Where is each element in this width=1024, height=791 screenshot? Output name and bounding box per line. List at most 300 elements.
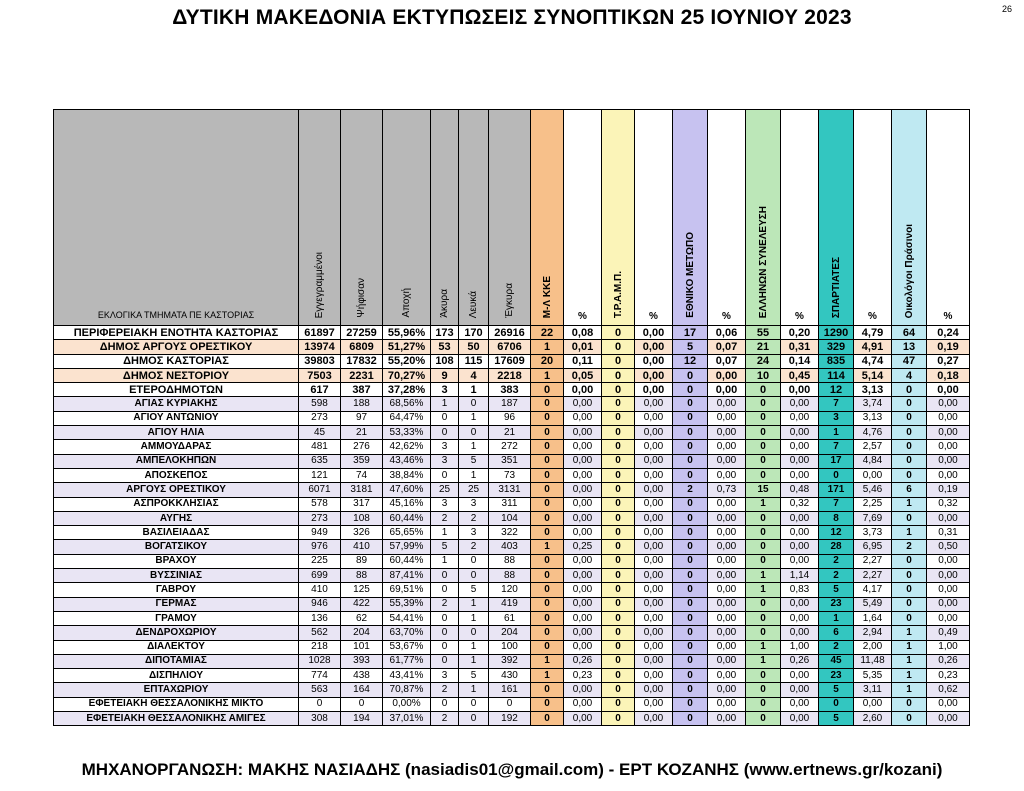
cell-invalid: 108: [431, 354, 459, 368]
cell-registered: 6071: [299, 483, 341, 497]
cell-spartiates-pct: 2,27: [854, 569, 892, 583]
cell-invalid: 3: [431, 454, 459, 468]
cell-spartiates: 6: [819, 626, 854, 640]
cell-kke-pct: 0,00: [564, 511, 602, 525]
cell-ellinon: 0: [746, 626, 781, 640]
cell-ellinon-pct: 0,00: [781, 468, 819, 482]
table-row: [54, 383, 970, 397]
cell-ethniko-pct: 0,00: [708, 583, 746, 597]
cell-turnout: 54,41%: [383, 611, 431, 625]
cell-turnout: 37,28%: [383, 383, 431, 397]
cell-tramp: 0: [602, 569, 635, 583]
cell-spartiates: 1: [819, 611, 854, 625]
cell-blank: 1: [459, 440, 489, 454]
cell-ethniko-pct: 0,00: [708, 554, 746, 568]
cell-ellinon-pct: 0,32: [781, 497, 819, 511]
cell-ellinon-pct: 0,00: [781, 597, 819, 611]
cell-voted: 6809: [341, 340, 383, 354]
cell-spartiates-pct: 4,74: [854, 354, 892, 368]
cell-registered: 218: [299, 640, 341, 654]
cell-invalid: 0: [431, 468, 459, 482]
cell-name: ΒΥΣΣΙΝΙΑΣ: [54, 569, 299, 583]
cell-ethniko-pct: 0,00: [708, 611, 746, 625]
cell-name: ΑΣΠΡΟΚΚΛΗΣΙΑΣ: [54, 497, 299, 511]
cell-spartiates: 329: [819, 340, 854, 354]
cell-invalid: 3: [431, 440, 459, 454]
cell-voted: 97: [341, 411, 383, 425]
cell-ellinon: 0: [746, 440, 781, 454]
cell-voted: 17832: [341, 354, 383, 368]
cell-ethniko: 0: [673, 712, 708, 726]
cell-spartiates: 114: [819, 368, 854, 382]
cell-tramp-pct: 0,00: [635, 397, 673, 411]
cell-kke: 0: [531, 626, 564, 640]
cell-oikologoi: 0: [892, 440, 927, 454]
cell-ellinon: 1: [746, 569, 781, 583]
cell-kke-pct: 0,08: [564, 326, 602, 340]
cell-spartiates: 0: [819, 468, 854, 482]
cell-tramp-pct: 0,00: [635, 540, 673, 554]
cell-turnout: 55,39%: [383, 597, 431, 611]
cell-ellinon-pct: 0,31: [781, 340, 819, 354]
header-ellinon: ΕΛΛΗΝΩΝ ΣΥΝΕΛΕΥΣΗ: [746, 110, 781, 326]
cell-blank: 5: [459, 669, 489, 683]
cell-turnout: 55,20%: [383, 354, 431, 368]
cell-kke: 0: [531, 383, 564, 397]
cell-spartiates-pct: 11,48: [854, 654, 892, 668]
cell-name: ΑΜΜΟΥΔΑΡΑΣ: [54, 440, 299, 454]
table-row: [54, 640, 970, 654]
cell-ellinon: 0: [746, 411, 781, 425]
cell-ellinon-pct: 0,45: [781, 368, 819, 382]
cell-tramp-pct: 0,00: [635, 597, 673, 611]
cell-kke: 0: [531, 440, 564, 454]
cell-oikologoi: 0: [892, 569, 927, 583]
cell-ethniko-pct: 0,00: [708, 669, 746, 683]
cell-kke-pct: 0,00: [564, 426, 602, 440]
cell-name: ΕΦΕΤΕΙΑΚΗ ΘΕΣΣΑΛΟΝΙΚΗΣ ΑΜΙΓΕΣ: [54, 712, 299, 726]
cell-ethniko-pct: 0,07: [708, 340, 746, 354]
cell-blank: 1: [459, 640, 489, 654]
cell-oikologoi: 0: [892, 397, 927, 411]
cell-spartiates: 8: [819, 511, 854, 525]
cell-oikologoi: 1: [892, 526, 927, 540]
cell-blank: 2: [459, 511, 489, 525]
cell-kke-pct: 0,00: [564, 440, 602, 454]
cell-tramp: 0: [602, 697, 635, 711]
cell-kke: 0: [531, 426, 564, 440]
cell-spartiates: 0: [819, 697, 854, 711]
cell-blank: 170: [459, 326, 489, 340]
cell-ethniko: 0: [673, 468, 708, 482]
cell-invalid: 25: [431, 483, 459, 497]
cell-blank: 1: [459, 611, 489, 625]
table-row: [54, 654, 970, 668]
cell-registered: 774: [299, 669, 341, 683]
cell-voted: 74: [341, 468, 383, 482]
cell-registered: 273: [299, 411, 341, 425]
cell-name: ΒΑΣΙΛΕΙΑΔΑΣ: [54, 526, 299, 540]
cell-kke: 0: [531, 554, 564, 568]
header-invalid: Άκυρα: [431, 110, 459, 326]
cell-kke: 0: [531, 569, 564, 583]
cell-oikologoi-pct: 0,24: [927, 326, 970, 340]
cell-kke-pct: 0,05: [564, 368, 602, 382]
cell-ellinon: 0: [746, 454, 781, 468]
cell-tramp: 0: [602, 640, 635, 654]
table-row: [54, 611, 970, 625]
cell-voted: 276: [341, 440, 383, 454]
cell-tramp-pct: 0,00: [635, 712, 673, 726]
cell-tramp: 0: [602, 411, 635, 425]
cell-oikologoi-pct: 0,00: [927, 583, 970, 597]
cell-ellinon-pct: 0,00: [781, 454, 819, 468]
cell-turnout: 43,41%: [383, 669, 431, 683]
cell-ethniko-pct: 0,00: [708, 654, 746, 668]
cell-invalid: 0: [431, 640, 459, 654]
cell-tramp: 0: [602, 669, 635, 683]
cell-kke-pct: 0,00: [564, 583, 602, 597]
cell-ellinon-pct: 1,00: [781, 640, 819, 654]
cell-oikologoi: 4: [892, 368, 927, 382]
cell-turnout: 70,27%: [383, 368, 431, 382]
cell-blank: 1: [459, 597, 489, 611]
header-voted: Ψήφισαν: [341, 110, 383, 326]
cell-kke-pct: 0,23: [564, 669, 602, 683]
cell-blank: 4: [459, 368, 489, 382]
cell-kke-pct: 0,00: [564, 683, 602, 697]
cell-tramp-pct: 0,00: [635, 640, 673, 654]
cell-voted: 422: [341, 597, 383, 611]
table-row: [54, 354, 970, 368]
footer-credit: ΜΗΧΑΝΟΡΓΑΝΩΣΗ: ΜΑΚΗΣ ΝΑΣΙΑΔΗΣ (nasiadis01@gmail.com) - ΕΡΤ ΚΟΖΑΝΗΣ (www.ertnews.gr/kozani): [81, 760, 943, 779]
cell-tramp-pct: 0,00: [635, 340, 673, 354]
table-row: [54, 468, 970, 482]
cell-kke: 0: [531, 454, 564, 468]
cell-oikologoi-pct: 0,00: [927, 554, 970, 568]
cell-ellinon: 55: [746, 326, 781, 340]
cell-turnout: 45,16%: [383, 497, 431, 511]
cell-spartiates: 5: [819, 683, 854, 697]
cell-valid: 96: [489, 411, 531, 425]
cell-blank: 1: [459, 654, 489, 668]
cell-valid: 3131: [489, 483, 531, 497]
cell-spartiates-pct: 3,11: [854, 683, 892, 697]
cell-tramp: 0: [602, 654, 635, 668]
cell-invalid: 2: [431, 683, 459, 697]
cell-spartiates-pct: 2,25: [854, 497, 892, 511]
cell-oikologoi-pct: 0,32: [927, 497, 970, 511]
cell-turnout: 38,84%: [383, 468, 431, 482]
cell-valid: 0: [489, 697, 531, 711]
cell-registered: 562: [299, 626, 341, 640]
cell-oikologoi: 0: [892, 468, 927, 482]
cell-kke-pct: 0,00: [564, 397, 602, 411]
cell-oikologoi: 0: [892, 383, 927, 397]
cell-tramp-pct: 0,00: [635, 697, 673, 711]
cell-name: ΑΓΙΟΥ ΑΝΤΩΝΙΟΥ: [54, 411, 299, 425]
cell-blank: 0: [459, 697, 489, 711]
cell-kke: 0: [531, 497, 564, 511]
cell-name: ΒΡΑΧΟΥ: [54, 554, 299, 568]
cell-spartiates-pct: 4,76: [854, 426, 892, 440]
cell-turnout: 51,27%: [383, 340, 431, 354]
cell-ethniko-pct: 0,00: [708, 454, 746, 468]
cell-ethniko-pct: 0,00: [708, 712, 746, 726]
cell-ethniko-pct: 0,06: [708, 326, 746, 340]
cell-ellinon-pct: 0,20: [781, 326, 819, 340]
header-oikologoi: Οικολόγοι Πράσινοι: [892, 110, 927, 326]
cell-ethniko: 0: [673, 669, 708, 683]
cell-registered: 946: [299, 597, 341, 611]
cell-ethniko-pct: 0,00: [708, 468, 746, 482]
cell-oikologoi-pct: 0,00: [927, 597, 970, 611]
cell-ellinon: 10: [746, 368, 781, 382]
cell-ethniko-pct: 0,00: [708, 540, 746, 554]
cell-registered: 225: [299, 554, 341, 568]
cell-kke-pct: 0,00: [564, 411, 602, 425]
cell-turnout: 53,67%: [383, 640, 431, 654]
cell-invalid: 0: [431, 411, 459, 425]
cell-registered: 635: [299, 454, 341, 468]
cell-invalid: 3: [431, 383, 459, 397]
cell-voted: 89: [341, 554, 383, 568]
cell-turnout: 37,01%: [383, 712, 431, 726]
cell-oikologoi: 0: [892, 511, 927, 525]
cell-registered: 121: [299, 468, 341, 482]
cell-ethniko-pct: 0,00: [708, 368, 746, 382]
header-registered: Εγγεγραμμένοι: [299, 110, 341, 326]
cell-name: ΑΓΙΑΣ ΚΥΡΙΑΚΗΣ: [54, 397, 299, 411]
cell-tramp: 0: [602, 454, 635, 468]
cell-ellinon-pct: 0,00: [781, 540, 819, 554]
cell-spartiates: 23: [819, 597, 854, 611]
cell-invalid: 0: [431, 626, 459, 640]
cell-kke: 0: [531, 397, 564, 411]
cell-oikologoi-pct: 0,00: [927, 426, 970, 440]
cell-turnout: 55,96%: [383, 326, 431, 340]
cell-ethniko-pct: 0,00: [708, 411, 746, 425]
cell-tramp: 0: [602, 340, 635, 354]
cell-kke: 0: [531, 411, 564, 425]
cell-blank: 0: [459, 397, 489, 411]
cell-tramp-pct: 0,00: [635, 483, 673, 497]
cell-turnout: 64,47%: [383, 411, 431, 425]
cell-spartiates-pct: 5,14: [854, 368, 892, 382]
cell-spartiates-pct: 2,27: [854, 554, 892, 568]
header-name: ΕΚΛΟΓΙΚΑ ΤΜΗΜΑΤΑ ΠΕ ΚΑΣΤΟΡΙΑΣ: [54, 110, 299, 326]
cell-kke: 0: [531, 511, 564, 525]
cell-tramp: 0: [602, 526, 635, 540]
cell-kke: 0: [531, 597, 564, 611]
cell-tramp-pct: 0,00: [635, 654, 673, 668]
cell-registered: 136: [299, 611, 341, 625]
cell-kke-pct: 0,00: [564, 697, 602, 711]
cell-ethniko: 0: [673, 440, 708, 454]
cell-kke-pct: 0,00: [564, 383, 602, 397]
header-pct-tramp: %: [635, 110, 673, 326]
cell-turnout: 68,56%: [383, 397, 431, 411]
cell-voted: 2231: [341, 368, 383, 382]
cell-kke-pct: 0,00: [564, 597, 602, 611]
cell-ellinon: 0: [746, 683, 781, 697]
cell-ethniko: 0: [673, 640, 708, 654]
cell-ethniko-pct: 0,00: [708, 697, 746, 711]
cell-invalid: 1: [431, 554, 459, 568]
cell-voted: 101: [341, 640, 383, 654]
cell-voted: 204: [341, 626, 383, 640]
cell-blank: 0: [459, 569, 489, 583]
cell-oikologoi: 0: [892, 712, 927, 726]
cell-name: ΑΜΠΕΛΟΚΗΠΩΝ: [54, 454, 299, 468]
cell-spartiates: 3: [819, 411, 854, 425]
cell-invalid: 1: [431, 526, 459, 540]
cell-tramp: 0: [602, 540, 635, 554]
header-pct-ethniko: %: [708, 110, 746, 326]
cell-spartiates: 12: [819, 383, 854, 397]
cell-spartiates-pct: 2,00: [854, 640, 892, 654]
cell-tramp: 0: [602, 426, 635, 440]
cell-ellinon: 0: [746, 526, 781, 540]
cell-ellinon: 1: [746, 654, 781, 668]
cell-tramp: 0: [602, 368, 635, 382]
cell-name: ΑΥΓΗΣ: [54, 511, 299, 525]
cell-ethniko-pct: 0,00: [708, 626, 746, 640]
cell-tramp-pct: 0,00: [635, 669, 673, 683]
cell-ethniko: 0: [673, 554, 708, 568]
cell-valid: 88: [489, 554, 531, 568]
cell-kke-pct: 0,26: [564, 654, 602, 668]
table-row: [54, 569, 970, 583]
cell-oikologoi: 2: [892, 540, 927, 554]
cell-ethniko-pct: 0,00: [708, 526, 746, 540]
cell-turnout: 63,70%: [383, 626, 431, 640]
cell-spartiates: 5: [819, 712, 854, 726]
cell-ethniko: 0: [673, 411, 708, 425]
cell-blank: 25: [459, 483, 489, 497]
cell-oikologoi: 0: [892, 454, 927, 468]
cell-oikologoi: 13: [892, 340, 927, 354]
cell-valid: 392: [489, 654, 531, 668]
page-number: 26: [1001, 4, 1012, 14]
cell-valid: 17609: [489, 354, 531, 368]
cell-name: ΓΡΑΜΟΥ: [54, 611, 299, 625]
cell-kke-pct: 0,00: [564, 483, 602, 497]
cell-blank: 0: [459, 554, 489, 568]
cell-ellinon-pct: 0,00: [781, 511, 819, 525]
cell-spartiates: 12: [819, 526, 854, 540]
table-row: [54, 540, 970, 554]
cell-blank: 0: [459, 426, 489, 440]
cell-tramp: 0: [602, 326, 635, 340]
table-row: [54, 368, 970, 382]
cell-blank: 1: [459, 411, 489, 425]
cell-registered: 273: [299, 511, 341, 525]
cell-ethniko: 0: [673, 626, 708, 640]
cell-ethniko: 0: [673, 383, 708, 397]
cell-ellinon: 24: [746, 354, 781, 368]
cell-oikologoi: 47: [892, 354, 927, 368]
cell-ethniko: 0: [673, 697, 708, 711]
cell-invalid: 2: [431, 511, 459, 525]
cell-spartiates: 171: [819, 483, 854, 497]
cell-voted: 88: [341, 569, 383, 583]
cell-oikologoi: 0: [892, 554, 927, 568]
cell-spartiates-pct: 2,94: [854, 626, 892, 640]
cell-blank: 0: [459, 626, 489, 640]
cell-voted: 387: [341, 383, 383, 397]
cell-name: ΔΙΣΠΗΛΙΟΥ: [54, 669, 299, 683]
cell-valid: 192: [489, 712, 531, 726]
cell-registered: 61897: [299, 326, 341, 340]
table-row: [54, 411, 970, 425]
cell-voted: 21: [341, 426, 383, 440]
cell-registered: 410: [299, 583, 341, 597]
cell-kke: 20: [531, 354, 564, 368]
header-spartiates: ΣΠΑΡΤΙΑΤΕΣ: [819, 110, 854, 326]
cell-oikologoi: 0: [892, 597, 927, 611]
cell-ellinon-pct: 0,00: [781, 411, 819, 425]
cell-oikologoi: 0: [892, 583, 927, 597]
header-blank: Λευκά: [459, 110, 489, 326]
table-row: [54, 483, 970, 497]
cell-valid: 120: [489, 583, 531, 597]
cell-tramp: 0: [602, 497, 635, 511]
cell-oikologoi-pct: 0,27: [927, 354, 970, 368]
cell-blank: 50: [459, 340, 489, 354]
cell-name: ΔΗΜΟΣ ΚΑΣΤΟΡΙΑΣ: [54, 354, 299, 368]
cell-spartiates: 2: [819, 640, 854, 654]
cell-name: ΓΕΡΜΑΣ: [54, 597, 299, 611]
cell-ethniko: 0: [673, 511, 708, 525]
cell-tramp-pct: 0,00: [635, 554, 673, 568]
cell-ethniko-pct: 0,07: [708, 354, 746, 368]
cell-tramp: 0: [602, 554, 635, 568]
cell-registered: 481: [299, 440, 341, 454]
cell-ellinon-pct: 1,14: [781, 569, 819, 583]
cell-ethniko: 17: [673, 326, 708, 340]
cell-blank: 1: [459, 468, 489, 482]
cell-kke-pct: 0,11: [564, 354, 602, 368]
cell-invalid: 3: [431, 669, 459, 683]
cell-ellinon-pct: 0,00: [781, 712, 819, 726]
cell-registered: 699: [299, 569, 341, 583]
cell-spartiates-pct: 3,13: [854, 383, 892, 397]
cell-voted: 438: [341, 669, 383, 683]
cell-blank: 115: [459, 354, 489, 368]
cell-ethniko: 5: [673, 340, 708, 354]
cell-blank: 0: [459, 712, 489, 726]
cell-ellinon: 0: [746, 468, 781, 482]
cell-spartiates-pct: 1,64: [854, 611, 892, 625]
cell-kke-pct: 0,00: [564, 454, 602, 468]
cell-spartiates-pct: 0,00: [854, 468, 892, 482]
cell-voted: 27259: [341, 326, 383, 340]
cell-ellinon: 0: [746, 697, 781, 711]
cell-oikologoi-pct: 0,23: [927, 669, 970, 683]
cell-name: ΑΡΓΟΥΣ ΟΡΕΣΤΙΚΟΥ: [54, 483, 299, 497]
cell-oikologoi-pct: 0,00: [927, 440, 970, 454]
cell-spartiates: 7: [819, 397, 854, 411]
header-tramp: Τ.Ρ.Α.Μ.Π.: [602, 110, 635, 326]
cell-tramp-pct: 0,00: [635, 411, 673, 425]
cell-name: ΔΗΜΟΣ ΝΕΣΤΟΡΙΟΥ: [54, 368, 299, 382]
cell-kke: 0: [531, 468, 564, 482]
cell-kke-pct: 0,01: [564, 340, 602, 354]
cell-registered: 1028: [299, 654, 341, 668]
header-pct-oikologoi: %: [927, 110, 970, 326]
cell-oikologoi: 1: [892, 640, 927, 654]
